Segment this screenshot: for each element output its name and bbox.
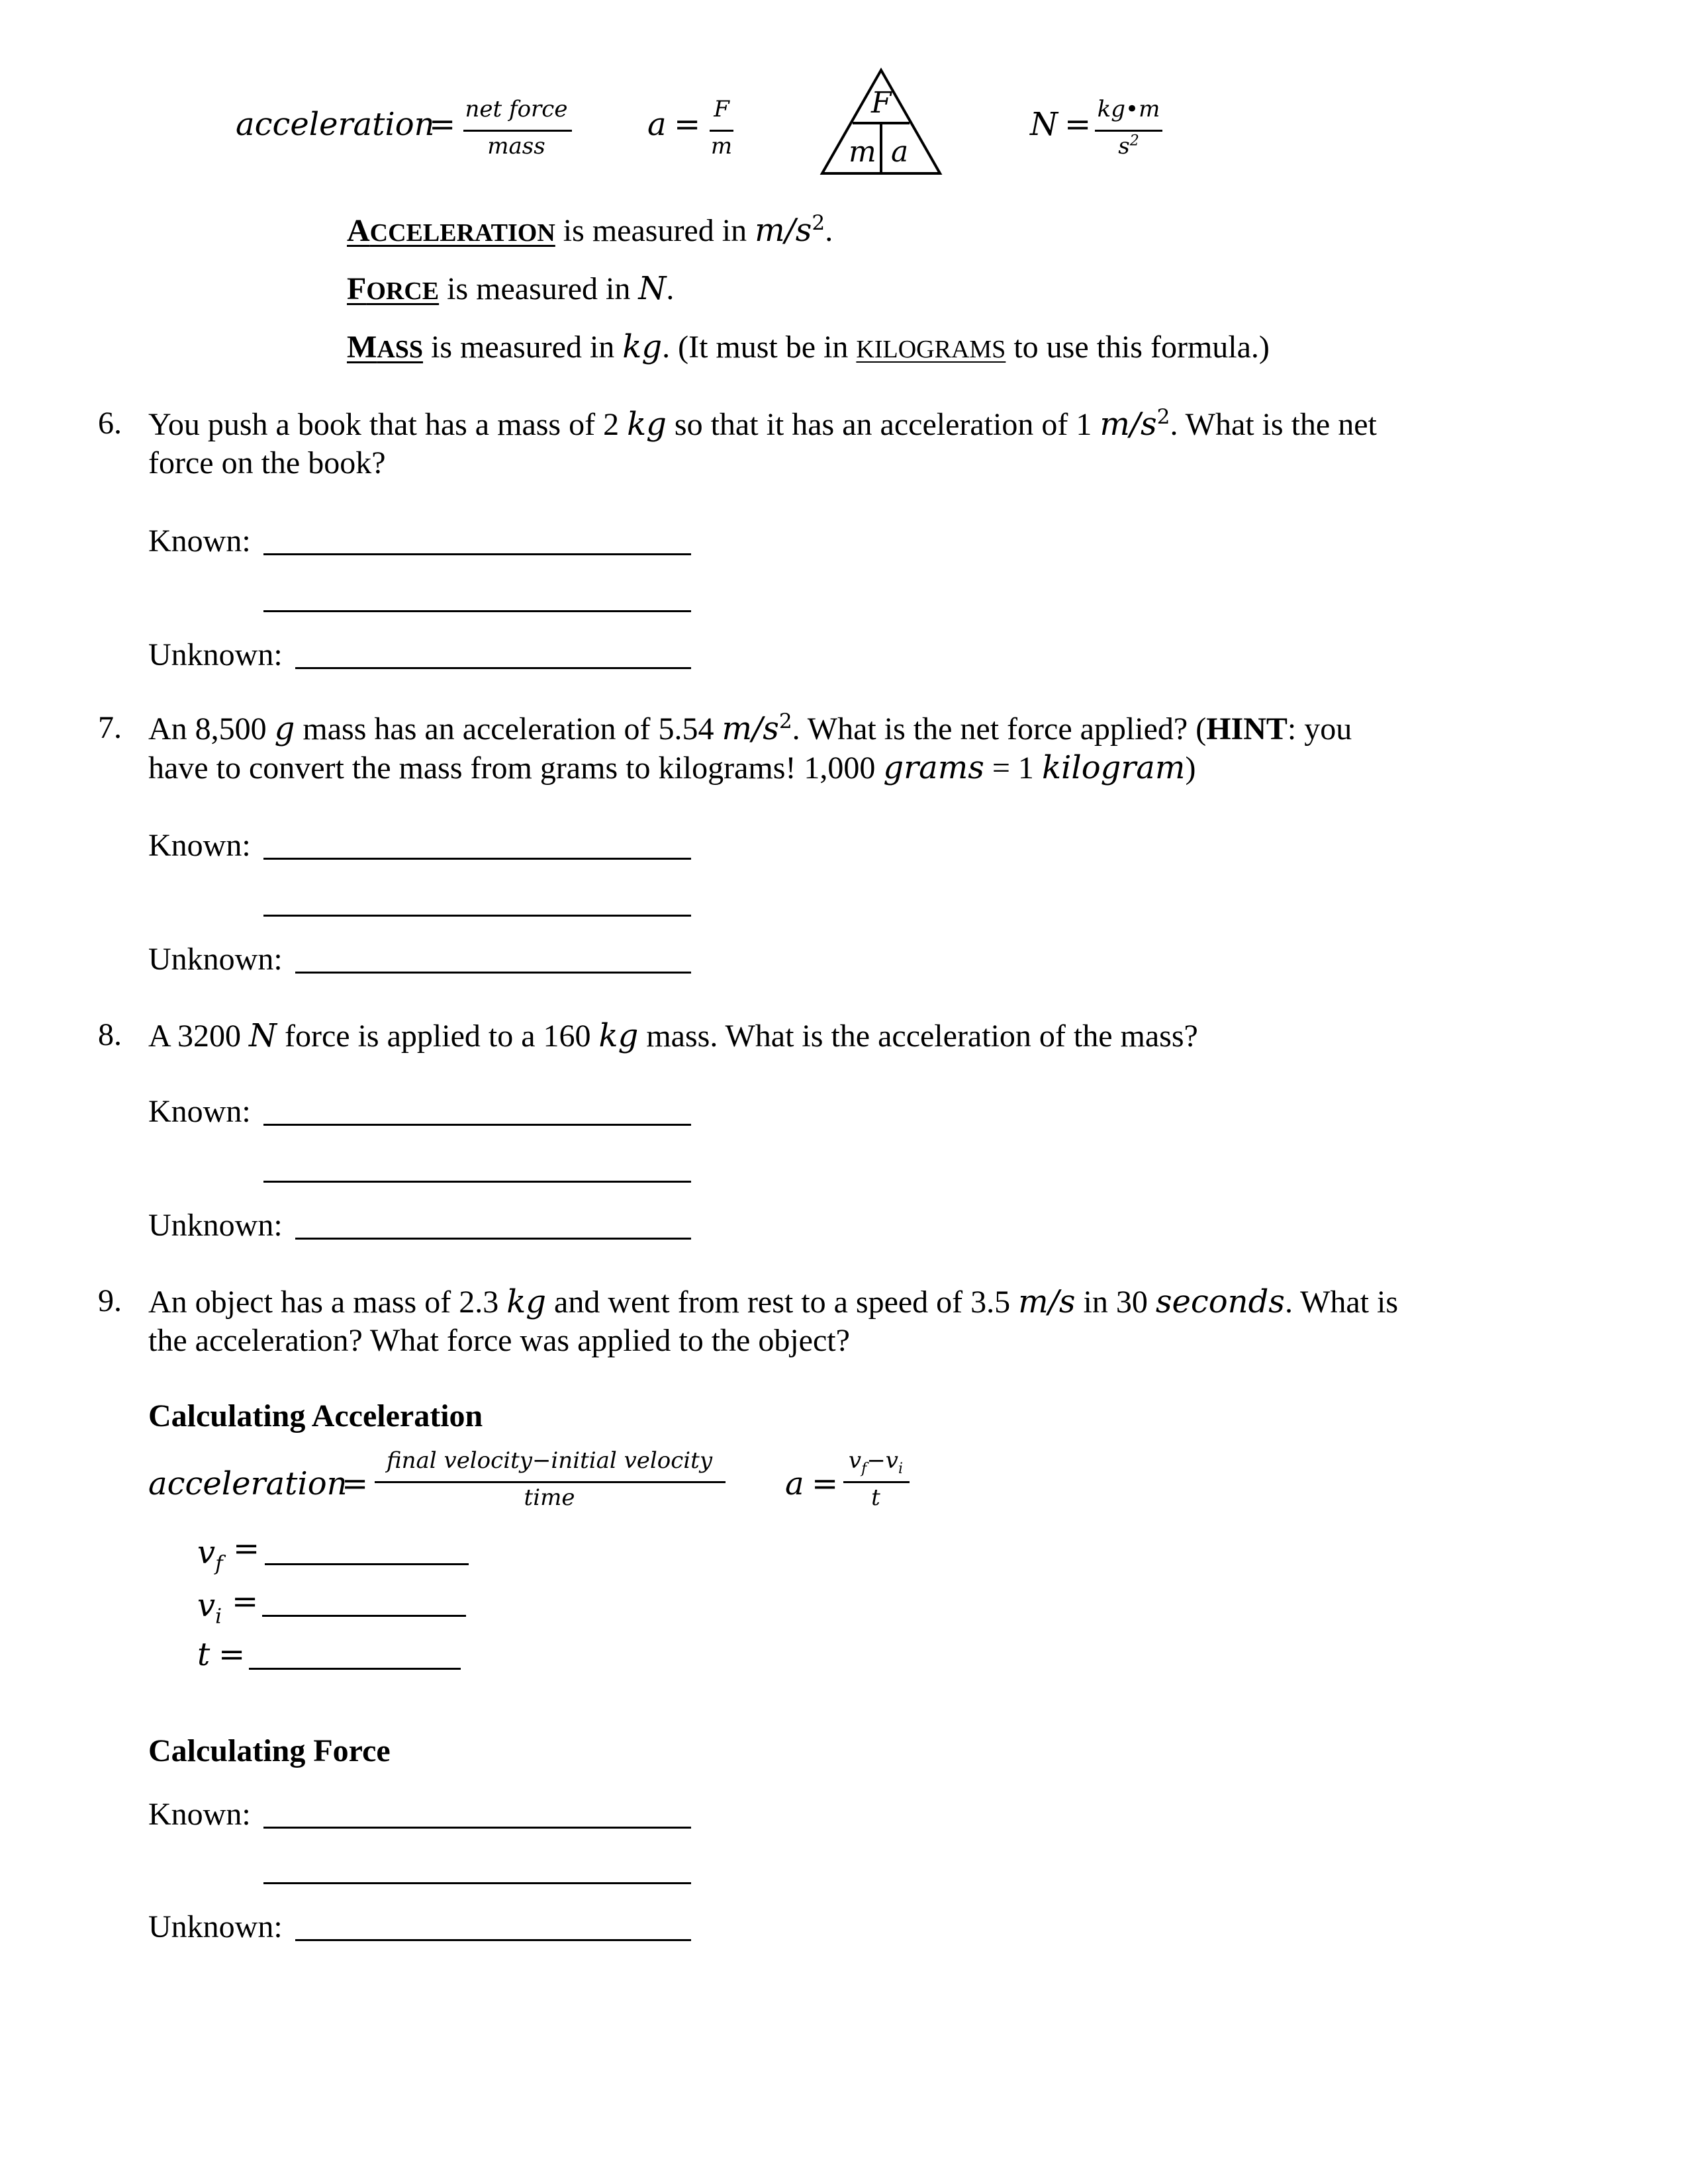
unit-symbol: m/s [755,212,812,249]
formula-sym-equals: = [674,106,701,143]
unit-name-rest: ORCE [366,277,440,305]
t-equals: = [218,1636,246,1673]
unit-line-acceleration [347,212,833,249]
formula-newton-numerator: kg•m [1097,96,1160,122]
unit-tail: to use this formula.) [1006,330,1270,365]
known-answer-blank-1[interactable] [263,858,691,860]
calc-accel-numerator: final velocity−initial velocity [386,1447,713,1474]
known-answer-blank-1[interactable] [263,1124,691,1126]
unknown-answer-blank[interactable] [295,667,691,669]
unit-line-mass [347,328,1270,365]
triangle-right-label: a [891,135,909,169]
unit-symbol: N [638,270,667,307]
fraction-bar [710,130,733,132]
vf-answer-blank[interactable] [265,1563,469,1565]
question-text: An object has a mass of 2.3 kg and went from rest to a speed of 3.5 m/s in 30 seconds. What is the acceleration? What force was applied to the object? [148,1283,1399,1358]
unit-line-force [347,270,674,307]
known-answer-blank-2[interactable] [263,610,691,612]
calc-acceleration-heading: Calculating Acceleration [148,1398,483,1433]
known-answer-blank-1[interactable] [263,553,691,555]
question-number: 8. [98,1017,122,1052]
unit-tail: . (It must be in [662,330,857,365]
fraction-bar [843,1481,910,1483]
known-answer-blank-2[interactable] [263,915,691,917]
unknown-label: Unknown: [148,1909,283,1944]
calc-accel-sym-numerator: $v_f-v_i$ [848,1447,904,1477]
unit-tail: . [825,213,833,248]
kilograms-word: KILOGRAMS [856,336,1006,363]
formula-newton-den-exp: 2 [1129,132,1139,150]
question-text: An 8,500 g mass has an acceleration of 5.54 $m/s^2$. What is the net force applied? (HINT: you have to convert the mass from grams to kilograms! 1,000 grams = 1 kilogram) [148,709,1352,786]
unit-name-rest: CCELERATION [369,219,555,247]
triangle-left-label: m [849,135,876,169]
vi-answer-blank[interactable] [262,1615,466,1617]
unit-text: is measured in [555,213,755,248]
unit-tail: . [666,271,675,306]
unit-text: is measured in [439,271,639,306]
unit-name-initial: M [347,330,377,365]
formula-newton-equals: = [1064,106,1092,143]
t-label: t [197,1636,211,1673]
formula-newton-lhs: N [1030,106,1058,143]
formula-word-equals: = [429,106,456,143]
calc-accel-sym-equals: = [812,1465,839,1502]
unknown-answer-blank[interactable] [295,1939,691,1941]
unknown-label: Unknown: [148,637,283,672]
unknown-answer-blank[interactable] [295,972,691,974]
unit-symbol: kg [622,328,663,365]
fraction-bar [463,130,572,132]
formula-word-lhs: acceleration [236,106,435,143]
vf-equals: = [233,1530,260,1567]
vi-label: $v_i$ [197,1587,222,1629]
formula-newton-den-base: s [1118,133,1130,159]
unit-name-rest: ASS [377,336,424,363]
calc-accel-sym-denominator: t [871,1484,880,1511]
formula-sym-numerator: F [714,96,729,122]
question-number: 6. [98,406,122,441]
known-label: Known: [148,1797,251,1832]
formula-word-numerator: net force [465,96,568,122]
calc-accel-sym-lhs: a [785,1465,804,1502]
known-label: Known: [148,828,251,863]
unknown-label: Unknown: [148,942,283,977]
question-number: 7. [98,710,122,745]
calc-force-heading: Calculating Force [148,1733,391,1768]
unit-name-initial: A [347,213,370,248]
question-text: You push a book that has a mass of 2 kg so that it has an acceleration of 1 $m/s^2$. What is the net force on the book? [148,405,1377,480]
known-label: Known: [148,523,251,559]
known-answer-blank-2[interactable] [263,1181,691,1183]
known-label: Known: [148,1094,251,1129]
unknown-answer-blank[interactable] [295,1238,691,1240]
known-answer-blank-1[interactable] [263,1827,691,1829]
unit-exponent: 2 [812,211,825,235]
triangle-top-label: F [871,86,892,120]
vi-equals: = [232,1583,259,1620]
unit-text: is measured in [423,330,623,365]
force-triangle-icon [818,66,944,179]
question-number: 9. [98,1283,122,1318]
formula-sym-denominator: m [710,133,733,159]
calc-accel-lhs: acceleration [148,1465,348,1502]
fraction-bar [1095,130,1162,132]
calc-accel-equals: = [342,1465,369,1502]
formula-word-fraction [457,98,576,120]
calc-accel-denominator: time [524,1484,575,1511]
t-answer-blank[interactable] [249,1668,461,1670]
formula-sym-lhs: a [647,106,667,143]
known-answer-blank-2[interactable] [263,1882,691,1884]
formula-word-denominator: mass [487,133,545,159]
unit-name-initial: F [347,271,367,306]
vf-label: $v_f$ [197,1534,223,1576]
fraction-bar [375,1481,726,1483]
unknown-label: Unknown: [148,1208,283,1243]
question-text: A 3200 N force is applied to a 160 kg mass. What is the acceleration of the mass? [148,1017,1198,1054]
